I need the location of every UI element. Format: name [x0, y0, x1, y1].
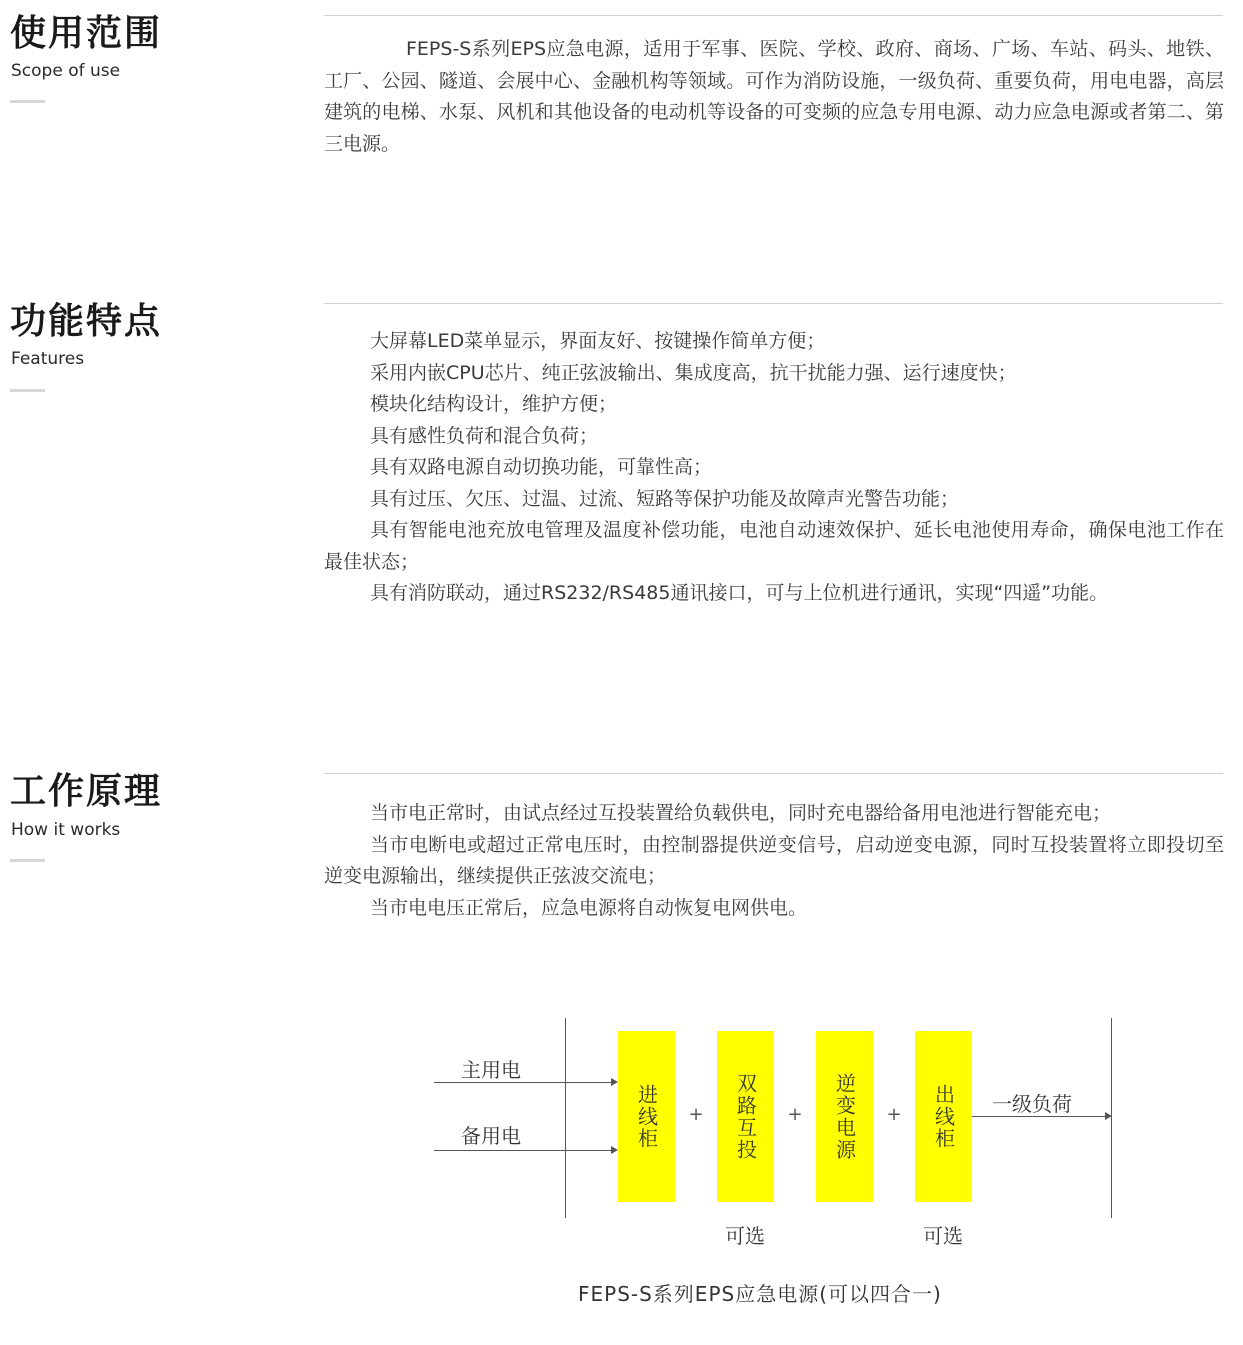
works-paragraph: 当市电断电或超过正常电压时，由控制器提供逆变信号，启动逆变电源，同时互投装置将立即投切至逆变电源输出，继续提供正弦波交流电； — [324, 833, 1224, 887]
scope-title: 使用范围 — [10, 13, 163, 54]
works-subtitle: How it works — [11, 820, 121, 840]
works-paragraph: 当市电电压正常后，应急电源将自动恢复电网供电。 — [370, 896, 808, 919]
diagram-caption: FEPS-S系列EPS应急电源(可以四合一) — [578, 1282, 942, 1306]
feature-item: 具有消防联动，通过RS232/RS485通讯接口，可与上位机进行通讯，实现“四遥”功能。 — [370, 582, 1109, 604]
feature-item: 具有双路电源自动切换功能，可靠性高； — [370, 456, 713, 478]
feature-item: 模块化结构设计，维护方便； — [370, 393, 618, 415]
plus-sign: + — [688, 1104, 704, 1125]
inverter-power-label: 逆变电源 — [832, 1072, 857, 1161]
output-load-label: 一级负荷 — [992, 1092, 1072, 1116]
outgoing-cabinet-box — [915, 1031, 972, 1202]
plus-sign: + — [787, 1104, 803, 1125]
features-title: 功能特点 — [10, 301, 163, 342]
works-accent-bar — [10, 859, 45, 862]
output-arrow-head — [1105, 1112, 1112, 1120]
plus-sign: + — [886, 1104, 902, 1125]
backup-power-arrow-line — [434, 1150, 611, 1151]
main-power-label: 主用电 — [461, 1058, 521, 1082]
feature-item: 具有过压、欠压、过温、过流、短路等保护功能及故障声光警告功能； — [370, 487, 960, 510]
main-power-arrow-line — [434, 1082, 611, 1083]
outgoing-cabinet-label: 出线柜 — [931, 1083, 956, 1150]
backup-power-arrow-head — [611, 1146, 618, 1154]
feature-item: 大屏幕LED菜单显示，界面友好、按键操作简单方便； — [370, 330, 826, 352]
works-body — [324, 798, 1224, 924]
works-title: 工作原理 — [10, 771, 163, 812]
dual-transfer-label: 双路互投 — [733, 1072, 758, 1161]
works-divider — [324, 773, 1223, 774]
incoming-cabinet-box — [618, 1031, 675, 1202]
optional-label-outgoing: 可选 — [923, 1224, 963, 1248]
dual-transfer-box — [717, 1031, 774, 1202]
feature-item: 采用内嵌CPU芯片、纯正弦波输出、集成度高，抗干扰能力强、运行速度快； — [370, 361, 1017, 384]
input-bus-line — [565, 1018, 566, 1218]
feature-item: 具有智能电池充放电管理及温度补偿功能，电池自动速效保护、延长电池使用寿命，确保电池工作在最佳状态； — [324, 519, 1224, 573]
features-subtitle: Features — [11, 349, 85, 369]
incoming-cabinet-label: 进线柜 — [634, 1083, 659, 1150]
optional-label-transfer: 可选 — [725, 1224, 765, 1248]
works-paragraph: 当市电正常时，由试点经过互投装置给负载供电，同时充电器给备用电池进行智能充电； — [370, 802, 1112, 824]
output-arrow-line — [972, 1116, 1105, 1117]
inverter-power-box — [816, 1031, 873, 1202]
feature-item: 具有感性负荷和混合负荷； — [370, 424, 599, 447]
scope-subtitle: Scope of use — [11, 61, 121, 81]
scope-paragraph: FEPS-S系列EPS应急电源，适用于军事、医院、学校、政府、商场、广场、车站、码头、地铁、工厂、公园、隧道、会展中心、金融机构等领域。可作为消防设施，一级负荷、重要负荷，用电电器，高层建筑的电梯、水泵、风机和其他设备的电动机等设备的可变频的应急专用电源、动力应急电源或者第二、第三电源。 — [324, 38, 1224, 155]
output-bus-line — [1111, 1018, 1112, 1218]
main-power-arrow-head — [611, 1078, 618, 1086]
backup-power-label: 备用电 — [461, 1124, 521, 1148]
